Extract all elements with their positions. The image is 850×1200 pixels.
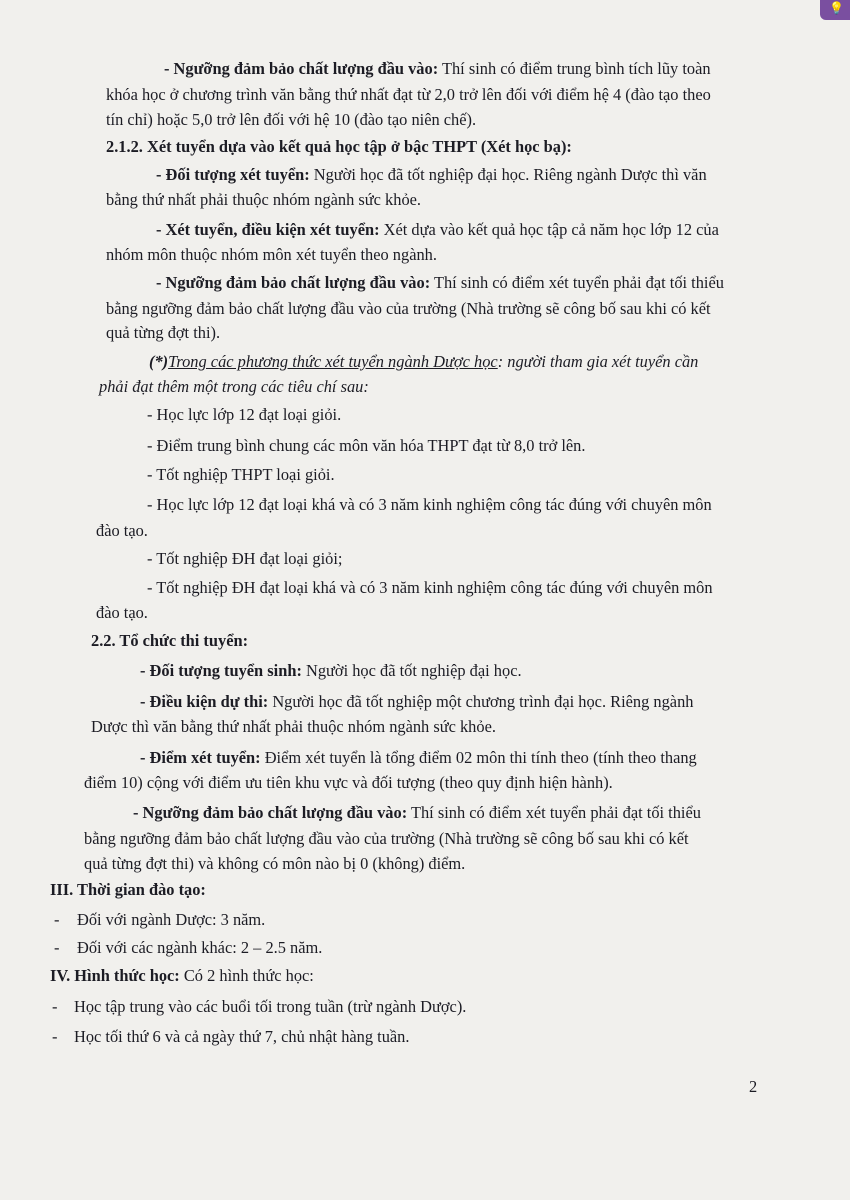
paragraph-line xyxy=(156,220,719,240)
dash-bullet: - xyxy=(52,997,58,1016)
term-label: - Ngưỡng đảm bảo chất lượng đầu vào: xyxy=(164,59,439,78)
note-underlined: Trong các phương thức xét tuyển ngành Dược học xyxy=(168,352,498,371)
section-heading xyxy=(50,966,314,986)
paragraph-line: Dược thì văn bằng thứ nhất phải thuộc nhóm ngành sức khỏe. xyxy=(91,717,496,736)
term-label: - Ngưỡng đảm bảo chất lượng đầu vào: xyxy=(133,803,408,822)
paragraph-line: tín chỉ) hoặc 5,0 trở lên đối với hệ 10 (đào tạo niên chế). xyxy=(106,110,477,129)
lightbulb-icon: 💡 xyxy=(829,1,844,15)
section-heading: 2.1.2. Xét tuyển dựa vào kết quả học tập ở bậc THPT (Xét học bạ): xyxy=(106,137,572,156)
paragraph-line xyxy=(133,803,701,823)
paragraph-line: bằng ngưỡng đảm bảo chất lượng đầu vào của trường (Nhà trường sẽ công bố sau khi có kết xyxy=(84,829,689,848)
criteria-item-continued: đào tạo. xyxy=(96,603,148,622)
criteria-item: - Điểm trung bình chung các môn văn hóa THPT đạt từ 8,0 trở lên. xyxy=(147,436,586,455)
term-label: - Đối tượng tuyển sinh: xyxy=(140,661,302,680)
page-number: 2 xyxy=(749,1077,758,1096)
paragraph-line: bằng ngưỡng đảm bảo chất lượng đầu vào của trường (Nhà trường sẽ công bố sau khi có kết xyxy=(106,299,711,318)
list-item: Học tập trung vào các buổi tối trong tuần (trừ ngành Dược). xyxy=(74,997,467,1016)
criteria-item: - Tốt nghiệp THPT loại giỏi. xyxy=(147,465,335,484)
paragraph-line xyxy=(140,748,697,768)
paragraph-line xyxy=(156,165,707,185)
term-label: - Điều kiện dự thi: xyxy=(140,692,269,711)
text: Có 2 hình thức học: xyxy=(179,966,314,985)
list-item: Đối với các ngành khác: 2 – 2.5 năm. xyxy=(77,938,323,957)
paragraph-line: bằng thứ nhất phải thuộc nhóm ngành sức khỏe. xyxy=(106,190,422,209)
text: Người học đã tốt nghiệp một chương trình đại học. Riêng ngành xyxy=(268,692,694,711)
term-label: - Điểm xét tuyển: xyxy=(140,748,261,767)
criteria-item: - Tốt nghiệp ĐH đạt loại khá và có 3 năm kinh nghiệm công tác đúng với chuyên môn xyxy=(147,578,713,597)
paragraph-line xyxy=(140,692,693,712)
corner-badge[interactable] xyxy=(820,0,850,20)
text: Người học đã tốt nghiệp đại học. xyxy=(301,661,522,680)
list-item: Học tối thứ 6 và cả ngày thứ 7, chủ nhật hàng tuần. xyxy=(74,1027,410,1046)
criteria-item: - Học lực lớp 12 đạt loại khá và có 3 năm kinh nghiệm công tác đúng với chuyên môn xyxy=(147,495,712,514)
text: Thí sinh có điểm xét tuyển phải đạt tối thiểu xyxy=(430,273,724,292)
text: Người học đã tốt nghiệp đại học. Riêng ngành Dược thì văn xyxy=(309,165,707,184)
note-mark: (*) xyxy=(149,352,169,371)
paragraph-line xyxy=(140,661,522,681)
term-label: - Ngưỡng đảm bảo chất lượng đầu vào: xyxy=(156,273,431,292)
paragraph-line xyxy=(156,273,724,293)
paragraph-line: quả từng đợt thi). xyxy=(106,323,221,342)
text: Thí sinh có điểm trung bình tích lũy toàn xyxy=(438,59,711,78)
note-line xyxy=(149,352,698,372)
term-label: - Xét tuyển, điều kiện xét tuyển: xyxy=(156,220,380,239)
text: : người tham gia xét tuyển cần xyxy=(497,352,699,371)
text: Thí sinh có điểm xét tuyển phải đạt tối thiểu xyxy=(407,803,701,822)
note-line: phải đạt thêm một trong các tiêu chí sau: xyxy=(99,377,369,396)
section-heading: 2.2. Tổ chức thi tuyển: xyxy=(91,631,249,650)
section-heading: III. Thời gian đào tạo: xyxy=(50,880,206,899)
paragraph-line xyxy=(164,59,711,79)
heading-label: IV. Hình thức học: xyxy=(50,966,180,985)
dash-bullet: - xyxy=(52,1027,58,1046)
text: Điểm xét tuyển là tổng điểm 02 môn thi tính theo (tính theo thang xyxy=(260,748,697,767)
term-label: - Đối tượng xét tuyển: xyxy=(156,165,310,184)
paragraph-line: nhóm môn thuộc nhóm môn xét tuyển theo ngành. xyxy=(106,245,437,264)
criteria-item: - Tốt nghiệp ĐH đạt loại giỏi; xyxy=(147,549,343,568)
paragraph-line: quả từng đợt thi) và không có môn nào bị 0 (không) điểm. xyxy=(84,854,466,873)
paragraph-line: khóa học ở chương trình văn bằng thứ nhất đạt từ 2,0 trở lên đối với điểm hệ 4 (đào tạo theo xyxy=(106,85,711,104)
list-item: Đối với ngành Dược: 3 năm. xyxy=(77,910,266,929)
criteria-item-continued: đào tạo. xyxy=(96,521,148,540)
dash-bullet: - xyxy=(54,938,60,957)
dash-bullet: - xyxy=(54,910,60,929)
text: Xét dựa vào kết quả học tập cả năm học lớp 12 của xyxy=(379,220,719,239)
criteria-item: - Học lực lớp 12 đạt loại giỏi. xyxy=(147,405,342,424)
paragraph-line: điểm 10) cộng với điểm ưu tiên khu vực và đối tượng (theo quy định hiện hành). xyxy=(84,773,613,792)
